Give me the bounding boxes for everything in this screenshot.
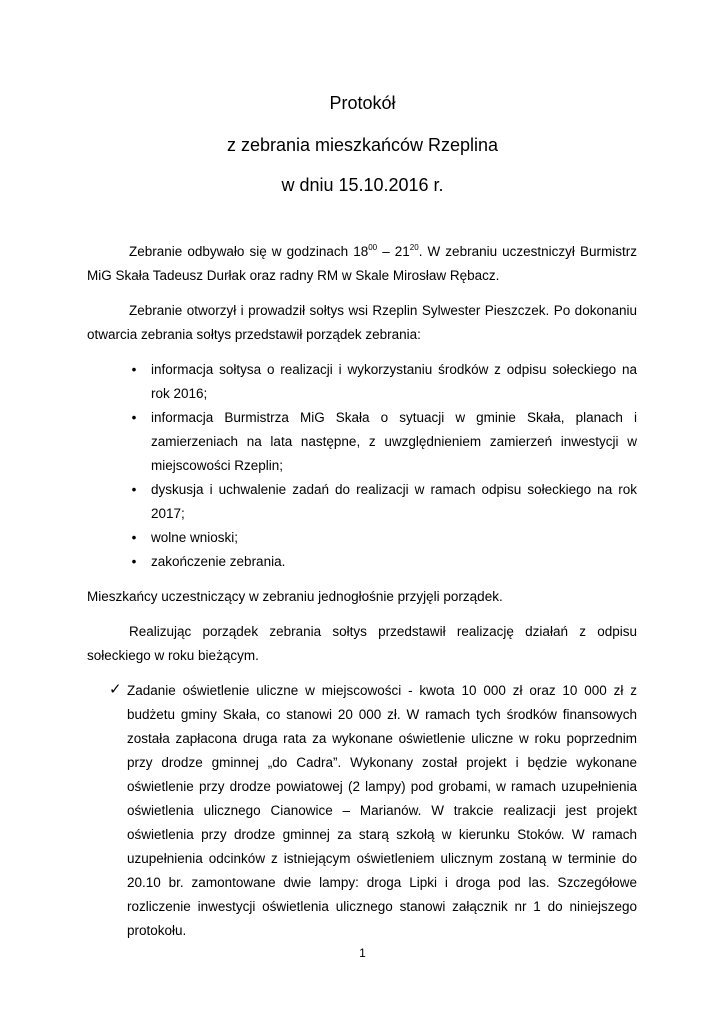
list-item-text: zakończenie zebrania. bbox=[151, 554, 286, 569]
bullet-icon: • bbox=[131, 362, 137, 377]
paragraph-text: – 21 bbox=[377, 244, 410, 259]
list-item bbox=[87, 478, 637, 526]
paragraph-text: Zebranie odbywało się w godzinach 18 bbox=[129, 244, 369, 259]
list-item-text: wolne wnioski; bbox=[151, 530, 239, 545]
document-body bbox=[87, 240, 637, 943]
page-number: 1 bbox=[359, 946, 366, 960]
document-title: Protokół bbox=[329, 93, 396, 113]
checkmark-icon: ✓ bbox=[109, 681, 122, 698]
list-item-text: informacja Burmistrza MiG Skała o sytuacji w gminie Skała, planach i zamierzeniach na lata następne, z uwzględnieniem zamierzeń inwestycji w miejscowości Rzeplin; bbox=[151, 410, 637, 473]
paragraph-realization-intro: Realizując porządek zebrania sołtys przedstawił realizację działań z odpisu sołeckiego w roku bieżącym. bbox=[87, 624, 637, 663]
paragraph-agenda-accepted: Mieszkańcy uczestniczący w zebraniu jednogłośnie przyjęli porządek. bbox=[87, 589, 503, 604]
list-item bbox=[87, 526, 637, 550]
document-subtitle: z zebrania mieszkańców Rzeplina bbox=[226, 135, 499, 155]
list-item-text: informacja sołtysa o realizacji i wykorzystaniu środków z odpisu sołeckiego na rok 2016; bbox=[151, 362, 637, 401]
bullet-icon: • bbox=[131, 530, 137, 545]
time-end-minutes: 20 bbox=[409, 243, 419, 252]
paragraph-text: . W zebraniu uczestniczył Burmistrz MiG Skała Tadeusz Durłak oraz radny RM w Skale Mirosław Rębacz. bbox=[87, 244, 637, 283]
bullet-icon: • bbox=[131, 410, 137, 425]
document-date: w dniu 15.10.2016 r. bbox=[281, 175, 444, 195]
list-item bbox=[87, 550, 637, 574]
bullet-icon: • bbox=[131, 482, 137, 497]
paragraph-meeting-time bbox=[87, 240, 637, 288]
paragraph-opening: Zebranie otworzył i prowadził sołtys wsi Rzeplin Sylwester Pieszczek. Po dokonaniu otwarcia zebrania sołtys przedstawił porządek zebrania: bbox=[87, 303, 637, 342]
list-item bbox=[87, 358, 637, 406]
time-start-minutes: 00 bbox=[368, 243, 378, 252]
task-text: Zadanie oświetlenie uliczne w miejscowości - kwota 10 000 zł oraz 10 000 zł z budżetu gminy Skała, co stanowi 20 000 zł. W ramach tych środków finansowych została zapłacona druga rata za wykonane oświetlenie uliczne w roku poprzednim przy drodze gminnej „do Cadra”. Wykonany został projekt i będzie wykonane oświetlenie przy drodze powiatowej (2 lampy) pod grobami, w ramach uzupełnienia oświetlenia ulicznego Cianowice – Marianów. W trakcie realizacji jest projekt oświetlenia przy drodze gminnej za starą szkołą w kierunku Stoków. W ramach uzupełnienia odcinków z istniejącym oświetleniem ulicznym zostaną w terminie do 20.10 br. zamontowane dwie lampy: droga Lipki i droga pod las. Szczegółowe rozliczenie inwestycji oświetlenia ulicznego stanowi załącznik nr 1 do niniejszego protokołu. bbox=[127, 683, 637, 938]
bullet-icon: • bbox=[131, 554, 137, 569]
list-item-text: dyskusja i uchwalenie zadań do realizacji w ramach odpisu sołeckiego na rok 2017; bbox=[151, 482, 637, 521]
list-item bbox=[87, 406, 637, 478]
agenda-list bbox=[87, 358, 637, 574]
task-item-street-lighting bbox=[87, 679, 637, 943]
